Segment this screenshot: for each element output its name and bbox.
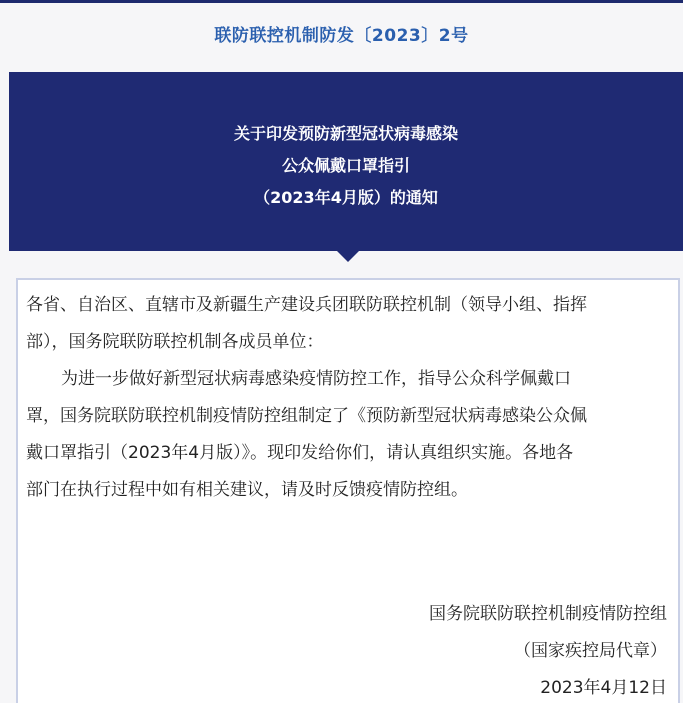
notice-title — [9, 118, 683, 214]
banner-pointer — [337, 251, 359, 262]
title-line-1: 关于印发预防新型冠状病毒感染 — [233, 124, 458, 143]
issue-date: 2023年4月12日 — [540, 678, 667, 698]
top-divider — [0, 0, 683, 3]
paragraph-line-3: 戴口罩指引（2023年4月版）》。现印发给你们，请认真组织实施。各地各 — [26, 443, 574, 463]
paragraph-line-4: 部门在执行过程中如有相关建议，请及时反馈疫情防控组。 — [26, 480, 468, 500]
issuer-name: 国务院联防联控机制疫情防控组 — [429, 604, 667, 624]
addressee-line-1: 各省、自治区、直辖市及新疆生产建设兵团联防联控机制（领导小组、指挥 — [26, 295, 587, 315]
paragraph-line-2: 罩，国务院联防联控机制疫情防控组制定了《预防新型冠状病毒感染公众佩 — [26, 406, 587, 426]
title-banner — [9, 72, 683, 251]
addressee-line-2: 部），国务院联防联控机制各成员单位： — [26, 332, 324, 352]
seal-note: （国家疾控局代章） — [514, 641, 667, 661]
notice-body — [26, 287, 671, 509]
document-number: 联防联控机制防发〔2023〕2号 — [214, 26, 469, 46]
title-line-2: 公众佩戴口罩指引 — [281, 156, 410, 175]
paragraph-line-1: 为进一步做好新型冠状病毒感染疫情防控工作，指导公众科学佩戴口 — [61, 369, 571, 389]
title-line-3: （2023年4月版）的通知 — [254, 188, 438, 207]
